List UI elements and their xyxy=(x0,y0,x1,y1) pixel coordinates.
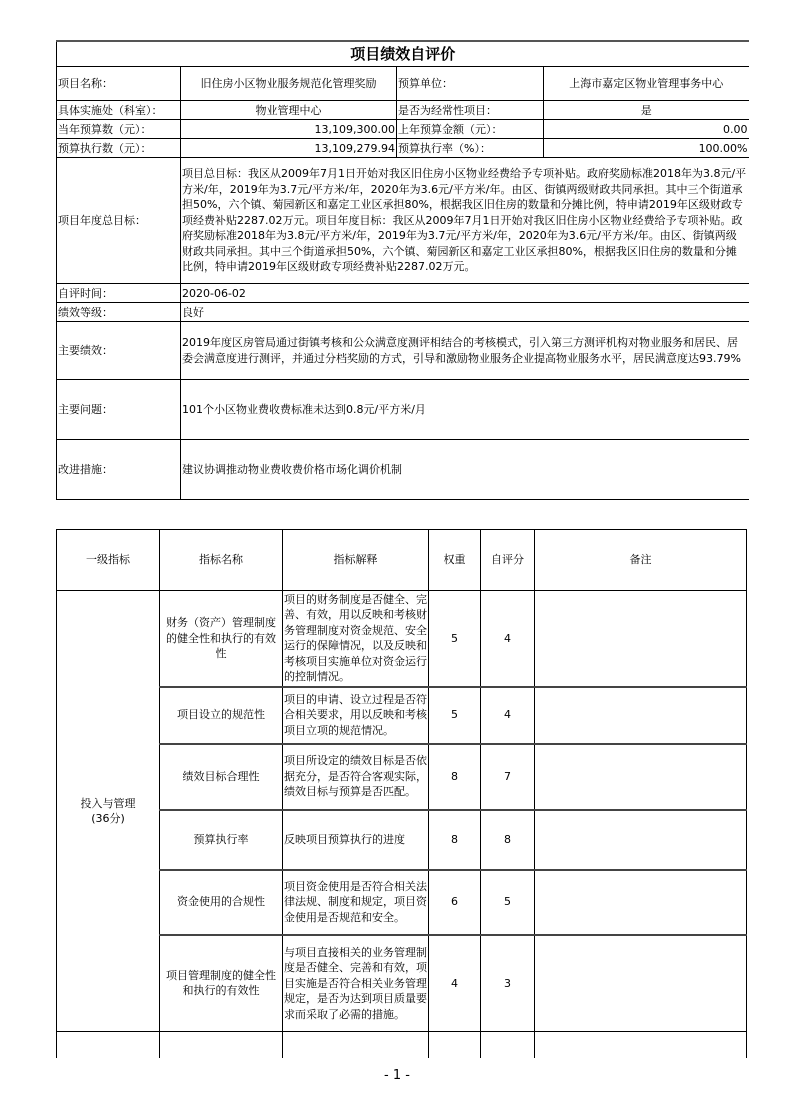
main-issue-label: 主要问题： xyxy=(57,380,181,440)
header-name: 指标名称 xyxy=(160,530,283,591)
table-row xyxy=(57,687,747,744)
group-label: 投入与管理 (36分) xyxy=(57,591,160,1032)
project-info-table xyxy=(56,40,749,500)
exec-amount-value: 13,109,279.94 xyxy=(181,139,397,158)
indicator-note xyxy=(535,810,747,870)
eval-date-value: 2020-06-02 xyxy=(181,284,749,303)
cur-budget-value: 13,109,300.00 xyxy=(181,120,397,139)
main-issue-value: 101个小区物业费收费标准未达到0.8元/平方米/月 xyxy=(181,380,749,440)
indicator-score: 7 xyxy=(481,744,535,810)
indicator-weight: 4 xyxy=(429,935,481,1032)
project-name-value: 旧住房小区物业服务规范化管理奖励 xyxy=(181,67,397,101)
table-row xyxy=(57,744,747,810)
indicator-name: 项目设立的规范性 xyxy=(160,687,283,744)
indicator-weight: 5 xyxy=(429,687,481,744)
annual-goal-label: 项目年度总目标： xyxy=(57,158,181,284)
indicator-explain: 项目资金使用是否符合相关法律法规、制度和规定，项目资金使用是否规范和安全。 xyxy=(283,870,429,935)
cur-budget-label: 当年预算数（元）： xyxy=(57,120,181,139)
page-number: - 1 - xyxy=(384,1068,410,1083)
grade-label: 绩效等级： xyxy=(57,303,181,322)
indicator-name: 项目管理制度的健全性和执行的有效性 xyxy=(160,935,283,1032)
indicator-score: 8 xyxy=(481,810,535,870)
recurring-value: 是 xyxy=(544,101,749,120)
annual-goal-value: 项目总目标：我区从2009年7月1日开始对我区旧住房小区物业经费给予专项补贴。政府奖励标准2018年为3.8元/平方米/年，2019年为3.7元/平方米/年，2020年为3.6元/平方米/年。由区、街镇两级财政共同承担。其中三个街道承担50%，六个镇、菊园新区和嘉定工业区承担80%，根据我区旧住房的数量和分摊比例，特申请2019年区级财政专项经费补贴2287.02万元。项目年度目标：我区从2009年7月1日开始对我区旧住房小区物业经费给予专项补贴。政府奖励标准2018年为3.8元/平方米/年，2019年为3.7元/平方米/年，2020年为3.6元/平方米/年。由区、街镇两级财政共同承担。其中三个街道承担50%，六个镇、菊园新区和嘉定工业区承担80%，根据我区旧住房的数量和分摊比例，特申请2019年区级财政专项经费补贴2287.02万元。 xyxy=(181,158,749,284)
indicator-note xyxy=(535,870,747,935)
indicator-note xyxy=(535,591,747,687)
indicator-name: 财务（资产）管理制度的健全性和执行的有效性 xyxy=(160,591,283,687)
indicator-score: 4 xyxy=(481,687,535,744)
indicator-explain: 反映项目预算执行的进度 xyxy=(283,810,429,870)
page-title: 项目绩效自评价 xyxy=(57,41,749,67)
header-weight: 权重 xyxy=(429,530,481,591)
header-score: 自评分 xyxy=(481,530,535,591)
exec-rate-label: 预算执行率（%）： xyxy=(397,139,544,158)
header-note: 备注 xyxy=(535,530,747,591)
project-name-label: 项目名称： xyxy=(57,67,181,101)
dept-label: 具体实施处（科室）： xyxy=(57,101,181,120)
table-row xyxy=(57,870,747,935)
budget-unit-value: 上海市嘉定区物业管理事务中心 xyxy=(544,67,749,101)
grade-value: 良好 xyxy=(181,303,749,322)
prev-budget-value: 0.00 xyxy=(544,120,749,139)
empty-cell xyxy=(481,1032,535,1058)
improvement-value: 建议协调推动物业费收费价格市场化调价机制 xyxy=(181,440,749,500)
header-level1: 一级指标 xyxy=(57,530,160,591)
main-performance-value: 2019年度区房管局通过街镇考核和公众满意度测评相结合的考核模式，引入第三方测评机构对物业服务和居民、居委会满意度进行测评，并通过分档奖励的方式，引导和激励物业服务企业提高物业服务水平，居民满意度达93.79% xyxy=(181,322,749,380)
indicator-explain: 项目所设定的绩效目标是否依据充分，是否符合客观实际，绩效目标与预算是否匹配。 xyxy=(283,744,429,810)
recurring-label: 是否为经常性项目： xyxy=(397,101,544,120)
table-row xyxy=(57,591,747,687)
indicator-explain: 与项目直接相关的业务管理制度是否健全、完善和有效，项目实施是否符合相关业务管理规定，是否为达到项目质量要求而采取了必需的措施。 xyxy=(283,935,429,1032)
indicator-weight: 5 xyxy=(429,591,481,687)
indicator-note xyxy=(535,744,747,810)
table-row xyxy=(57,810,747,870)
empty-cell xyxy=(283,1032,429,1058)
main-performance-label: 主要绩效： xyxy=(57,322,181,380)
indicator-weight: 8 xyxy=(429,810,481,870)
indicator-weight: 6 xyxy=(429,870,481,935)
budget-unit-label: 预算单位： xyxy=(397,67,544,101)
indicator-explain: 项目的财务制度是否健全、完善、有效，用以反映和考核财务管理制度对资金规范、安全运行的保障情况，以及反映和考核项目实施单位对资金运行的控制情况。 xyxy=(283,591,429,687)
indicator-score: 5 xyxy=(481,870,535,935)
indicator-note xyxy=(535,687,747,744)
indicator-name: 预算执行率 xyxy=(160,810,283,870)
exec-amount-label: 预算执行数（元）： xyxy=(57,139,181,158)
table-row xyxy=(57,935,747,1032)
dept-value: 物业管理中心 xyxy=(181,101,397,120)
indicator-note xyxy=(535,935,747,1032)
header-row xyxy=(57,530,747,591)
empty-cell xyxy=(535,1032,747,1058)
table-row-empty xyxy=(57,1032,747,1058)
empty-cell xyxy=(160,1032,283,1058)
empty-cell xyxy=(57,1032,160,1058)
empty-cell xyxy=(429,1032,481,1058)
indicator-score: 3 xyxy=(481,935,535,1032)
indicator-name: 资金使用的合规性 xyxy=(160,870,283,935)
header-explain: 指标解释 xyxy=(283,530,429,591)
prev-budget-label: 上年预算金额（元）： xyxy=(397,120,544,139)
indicator-score: 4 xyxy=(481,591,535,687)
indicator-name: 绩效目标合理性 xyxy=(160,744,283,810)
improvement-label: 改进措施： xyxy=(57,440,181,500)
indicator-weight: 8 xyxy=(429,744,481,810)
eval-date-label: 自评时间： xyxy=(57,284,181,303)
indicator-table xyxy=(56,529,747,1058)
exec-rate-value: 100.00% xyxy=(544,139,749,158)
indicator-explain: 项目的申请、设立过程是否符合相关要求，用以反映和考核项目立项的规范情况。 xyxy=(283,687,429,744)
